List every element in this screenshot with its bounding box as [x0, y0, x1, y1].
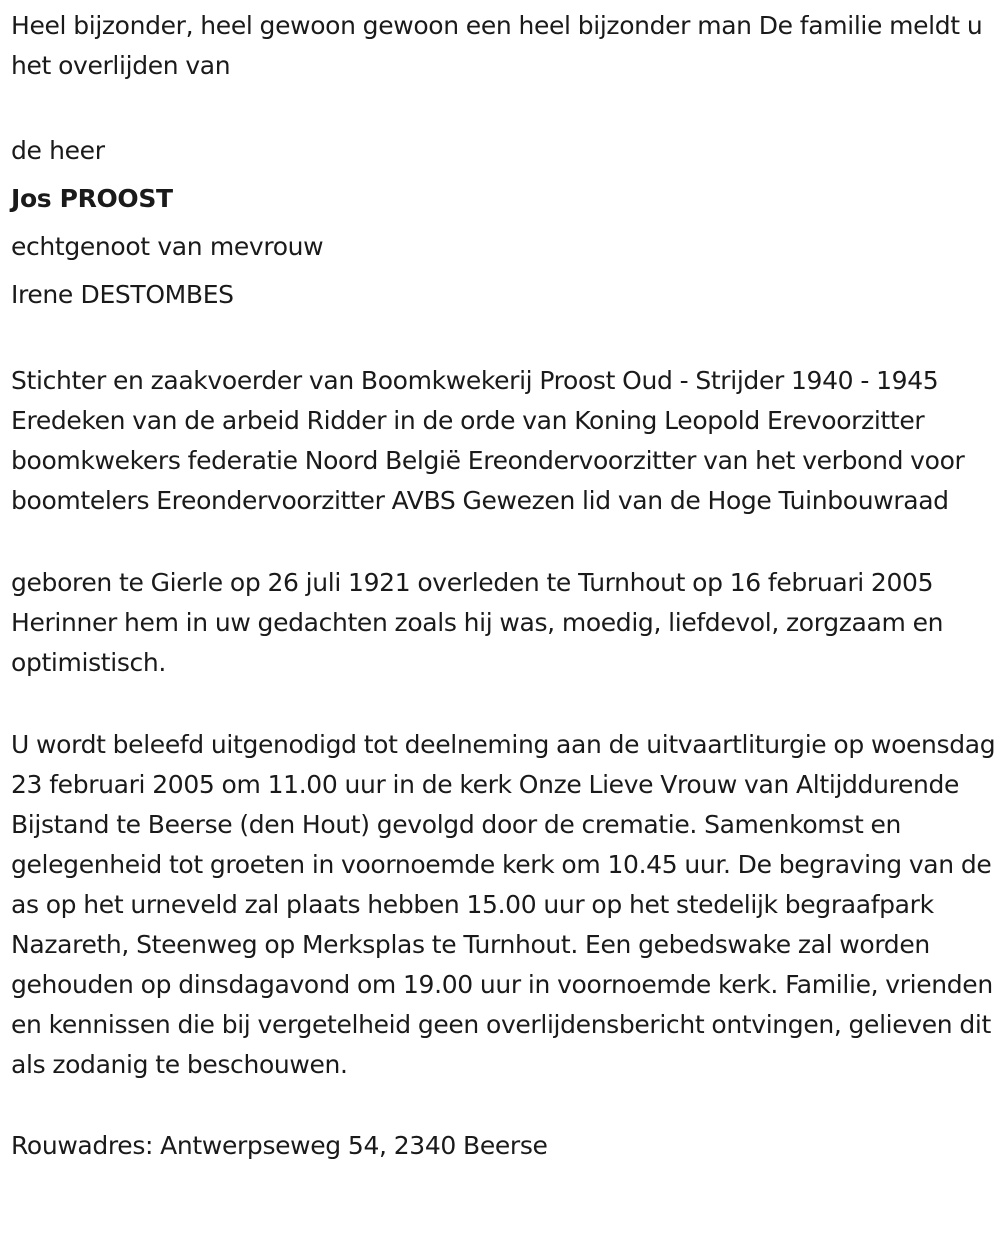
salutation: de heer: [11, 136, 105, 165]
biography-paragraph: Stichter en zaakvoerder van Boomkwekerij Proost Oud - Strijder 1940 - 1945 Eredeken van de arbeid Ridder in de orde van Koning Leopold Erevoorzitter boomkwekers federatie Noord België Ereondervoorzitter van het verbond voor boomtelers Ereondervoorzitter AVBS Gewezen lid van de Hoge Tuinbouwraad: [11, 366, 965, 515]
birth-death-paragraph: geboren te Gierle op 26 juli 1921 overleden te Turnhout op 16 februari 2005 Herinner hem in uw gedachten zoals hij was, moedig, liefdevol, zorgzaam en optimistisch.: [11, 568, 944, 677]
spouse-label: echtgenoot van mevrouw: [11, 232, 324, 261]
spouse-name: Irene DESTOMBES: [11, 280, 234, 309]
funeral-info-paragraph: U wordt beleefd uitgenodigd tot deelneming aan de uitvaartliturgie op woensdag 23 februari 2005 om 11.00 uur in de kerk Onze Lieve Vrouw van Altijddurende Bijstand te Beerse (den Hout) gevolgd door de crematie. Samenkomst en gelegenheid tot groeten in voornoemde kerk om 10.45 uur. De begraving van de as op het urneveld zal plaats hebben 15.00 uur op het stedelijk begraafpark Nazareth, Steenweg op Merksplas te Turnhout. Een gebedswake zal worden gehouden op dinsdagavond om 19.00 uur in voornoemde kerk. Familie, vrienden en kennissen die bij vergetelheid geen overlijdensbericht ontvingen, gelieven dit als zodanig te beschouwen.: [11, 730, 996, 1079]
death-notice: [11, 0, 996, 1166]
intro-paragraph: Heel bijzonder, heel gewoon gewoon een heel bijzonder man De familie meldt u het overlijden van: [11, 11, 983, 80]
deceased-name: Jos PROOST: [11, 184, 173, 213]
mourning-address: Rouwadres: Antwerpseweg 54, 2340 Beerse: [11, 1131, 548, 1160]
